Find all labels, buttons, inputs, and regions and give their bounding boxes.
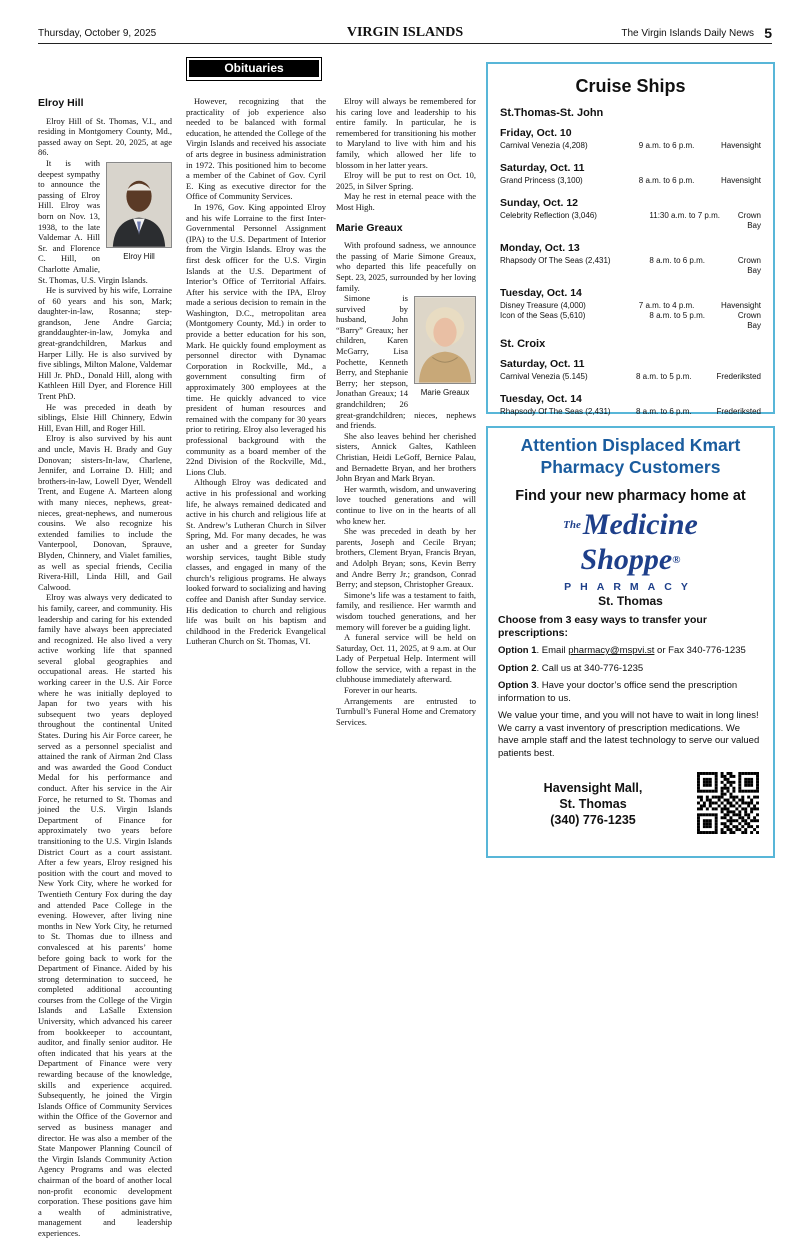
cruise-location: Crown Bay bbox=[737, 211, 761, 230]
logo-pharmacy: PHARMACY bbox=[564, 581, 697, 593]
logo-registered: ® bbox=[672, 554, 681, 566]
column-1 bbox=[38, 96, 172, 1239]
option-3-text: . Have your doctor’s office send the prescription information to us. bbox=[498, 680, 738, 704]
cruise-row bbox=[500, 301, 761, 311]
cruise-row bbox=[500, 256, 761, 276]
ad-location: St. Thomas bbox=[598, 594, 663, 608]
cruise-time: 7 a.m. to 4 p.m. bbox=[638, 301, 695, 310]
logo-the: The bbox=[563, 519, 581, 531]
cruise-row bbox=[500, 141, 761, 151]
cruise-time: 8 a.m. to 6 p.m. bbox=[636, 407, 692, 416]
obit-paragraph: Elroy will always be remembered for his caring love and leadership to his entire family. In particular, he is remembered for transitioning his mother to Maryland to live with him and his family, which allowed her life to blossom in her latter years. bbox=[336, 96, 476, 170]
cruise-row bbox=[500, 211, 761, 231]
page-number: 5 bbox=[764, 25, 772, 41]
obit-paragraph: Simone is survived by husband, John “Barry” Greaux; her children, Karen McGarry, Lisa Pochette, Kenneth Berry, and Stephanie Berry; her stepson, Jonathan Greaux; 14 grandchildren; 26 great-grandchildren; nieces, nephews and friends. bbox=[336, 293, 476, 431]
cruise-entry-tuesday bbox=[500, 287, 761, 331]
obit-paragraph: It is with deepest sympathy to announce the passing of Elroy Hill. Elroy was born on Nov. 13, 1938, to the late Valdemar A. Hill Sr. and Florence C. Hill, on Charlotte Amalie, St. Thomas, U.S. Virgin Islands. bbox=[38, 157, 148, 285]
port-st-croix: St. Croix bbox=[500, 338, 546, 350]
address-phone: (340) 776-1235 bbox=[550, 813, 636, 827]
obit-paragraph: She also leaves behind her cherished sisters, Annick Galtes, Kathleen Christian, Heidi LeGoff, Bernice Palau, and Bernadette Bryan, and her brothers John Bryan and Mark Bryan. bbox=[336, 430, 476, 484]
page-header bbox=[38, 25, 772, 44]
option-1-post: or Fax 340-776-1235 bbox=[654, 645, 746, 656]
cruise-location: Havensight bbox=[720, 176, 761, 185]
obit-paragraph: However, recognizing that the practicality of job experience also needed to be balanced with formal education, he attended the College of the Virgin Islands and received his associate of arts degree in business administration in 1972. This positioned him to become a member of the Cabinet of Gov. Cyril E. King as executive director for the Office of Community Services. bbox=[186, 96, 326, 202]
ad-option-2 bbox=[498, 663, 763, 676]
port-st-thomas: St.Thomas-St. John bbox=[500, 107, 604, 119]
obit-paragraph: She was preceded in death by her parents, Joseph and Cecile Bryan; brothers, Clement Bryan, Francis Bryan, and Adolph Bryan; sons, Kevin Berry and Andre Berry Jr.; grandson, Conrad Berry; and stepson, Christopher Greaux. bbox=[336, 526, 476, 590]
obit-paragraph: May he rest in eternal peace with the Most High. bbox=[336, 191, 476, 212]
obit-paragraph: Elroy Hill of St. Thomas, V.I., and residing in Montgomery County, Md., passed away on Sept. 20, 2025, at age 86. bbox=[38, 115, 172, 158]
portrait-elroy-image bbox=[106, 162, 172, 248]
issue-date: Thursday, October 9, 2025 bbox=[38, 28, 157, 39]
cruise-row bbox=[500, 372, 761, 382]
cruise-time: 9 a.m. to 6 p.m. bbox=[638, 141, 695, 150]
cruise-entry bbox=[500, 358, 761, 382]
obit-paragraph: Although Elroy was dedicated and active in his professional and working life, he always remained dedicated and active in his church and religious life at St. Andrew’s Lutheran Church in Silver Spring, Md. For many decades, he was an usher and a greeter for Sunday worship services, taught Bible study classes, and engaged in many of the church’s religious programs. He always looked forward to socializing and having coffee and Danish after Sunday service. His dedication to church and religious life was built on his baptism and childhood in the Frederick Evangelical Lutheran Church on St. Thomas, VI. bbox=[186, 477, 326, 647]
obituaries-banner bbox=[186, 57, 322, 81]
cruise-entry bbox=[500, 393, 761, 417]
cruise-day: Saturday, Oct. 11 bbox=[500, 162, 585, 174]
obit-paragraph: He was preceded in death by siblings, Elsie Hill Chinnery, Edwin Hill, Evan Hill, and Roger Hill. bbox=[38, 401, 172, 433]
cruise-day: Sunday, Oct. 12 bbox=[500, 197, 578, 209]
pharmacy-email-link[interactable]: pharmacy@mspvi.st bbox=[568, 645, 655, 656]
cruise-ship: Celebrity Reflection (3,046) bbox=[500, 211, 597, 220]
obituaries-banner-label: Obituaries bbox=[189, 60, 319, 77]
ad-headline-line2: Pharmacy Customers bbox=[540, 457, 721, 477]
cruise-day: Tuesday, Oct. 14 bbox=[500, 287, 582, 299]
cruise-ship: Carnival Venezia (4,208) bbox=[500, 141, 588, 150]
address-line2: St. Thomas bbox=[559, 797, 627, 811]
option-1-pre: . Email bbox=[536, 645, 569, 656]
logo-medicine: Medicine bbox=[582, 508, 698, 541]
photo-marie bbox=[414, 296, 476, 398]
paper-name: The Virgin Islands Daily News bbox=[621, 28, 754, 39]
cruise-day: Saturday, Oct. 11 bbox=[500, 358, 585, 370]
cruise-ship: Rhapsody Of The Seas (2,431) bbox=[500, 256, 611, 265]
cruise-ship: Icon of the Seas (5,610) bbox=[500, 311, 586, 320]
pharmacy-ad bbox=[486, 426, 775, 858]
obit-paragraph: Forever in our hearts. bbox=[344, 685, 418, 696]
ad-value-text: We value your time, and you will not have to wait in long lines! We carry a vast inventory of prescription medications. We have ample staff and the latest technology to serve our valued patients best. bbox=[498, 710, 760, 759]
portrait-marie-image bbox=[414, 296, 476, 384]
cruise-ship: Carnival Venezia (5.145) bbox=[500, 372, 588, 381]
cruise-time: 8 a.m. to 6 p.m. bbox=[638, 176, 695, 185]
obit-paragraph: Arrangements are entrusted to Turnbull’s Funeral Home and Crematory Services. bbox=[336, 695, 476, 727]
ad-choose: Choose from 3 easy ways to transfer your prescriptions: bbox=[498, 614, 707, 639]
cruise-time: 8 a.m. to 6 p.m. bbox=[649, 256, 705, 265]
cruise-title: Cruise Ships bbox=[575, 76, 686, 96]
option-2-label: Option 2 bbox=[498, 662, 537, 674]
cruise-location: Havensight bbox=[720, 141, 761, 150]
cruise-location: Frederiksted bbox=[716, 372, 761, 381]
column-3 bbox=[336, 96, 476, 866]
cruise-ship: Disney Treasure (4,000) bbox=[500, 301, 586, 310]
ad-body bbox=[498, 614, 763, 760]
cruise-location: Crown Bay bbox=[737, 311, 761, 330]
address-line1: Havensight Mall, bbox=[543, 781, 643, 795]
photo-caption-elroy: Elroy Hill bbox=[123, 251, 155, 261]
cruise-ships-box bbox=[486, 62, 775, 414]
obit-paragraph: A funeral service will be held on Saturday, Oct. 11, 2025, at 9 a.m. at Our Lady of Perpetual Help. Interment will follow the service, with a repast in the clubhouse immediately afterward. bbox=[336, 632, 476, 685]
obit-paragraph: Simone’s life was a testament to faith, family, and resilience. Her warmth and wisdom touched generations, and her memory will forever be a guiding light. bbox=[336, 589, 476, 632]
cruise-row bbox=[500, 311, 761, 331]
option-3-label: Option 3 bbox=[498, 680, 537, 691]
section-title: VIRGIN ISLANDS bbox=[346, 25, 464, 40]
cruise-location: Frederiksted bbox=[716, 407, 761, 416]
ad-option-3 bbox=[498, 680, 763, 705]
obit-paragraph: With profound sadness, we announce the passing of Marie Simone Greaux, who departed this life peacefully on Sept. 23, 2025, surrounded by her loving family. bbox=[336, 240, 476, 293]
option-1-label: Option 1 bbox=[498, 645, 537, 656]
ad-footer bbox=[498, 772, 763, 842]
cruise-entry bbox=[500, 242, 761, 276]
obit-paragraph: In 1976, Gov. King appointed Elroy and his wife Lorraine to the first Inter-Governmental Personnel Assignment (IPA) to the U.S. Department of Interior from the Virgin Islands. Elroy was the first desk officer for the U.S. Virgin Islands at the U.S. Department of Interior’s Office of Territorial Affairs. After his service with the IPA, Elroy made a serious decision to remain in the Washington, D.C., metropolitan area (Montgomery County, Md.) in order to provide a better education for his son, Mark. He quickly found employment as personnel director with Dynamac Corporation in Rockville, Md., a government consulting firm of approximately 300 employees at the time. He quickly advanced to vice president of human resources and remained with the company for 30 years prior to retiring. Elroy also leveraged his professional background with the community as a board member of the 22nd Division of the Rockville, Md., Lions Club. bbox=[186, 201, 326, 477]
cruise-day: Tuesday, Oct. 14 bbox=[500, 393, 582, 405]
column-2 bbox=[186, 96, 326, 866]
cruise-row bbox=[500, 407, 761, 417]
cruise-location: Havensight bbox=[720, 301, 761, 310]
cruise-time: 8 a.m. to 5 p.m. bbox=[649, 311, 705, 320]
cruise-ship: Grand Princess (3,100) bbox=[500, 176, 583, 185]
ad-find-text: Find your new pharmacy home at bbox=[515, 488, 746, 504]
cruise-day: Monday, Oct. 13 bbox=[500, 242, 580, 254]
obit-paragraph: Elroy will be put to rest on Oct. 10, 2025, in Silver Spring. bbox=[336, 170, 476, 191]
cruise-ship: Rhapsody Of The Seas (2,431) bbox=[500, 407, 611, 416]
photo-caption-marie: Marie Greaux bbox=[420, 387, 470, 397]
logo-shoppe: Shoppe bbox=[580, 543, 673, 576]
medicine-shoppe-logo bbox=[498, 510, 763, 594]
obit-paragraph: Elroy is also survived by his aunt and uncle, Mavis H. Brady and Guy Donovan; sisters-In-law, Charlene, Jennifer, and Lorraine D. Hill; and brothers-in-law, Lowell Dyer, Wendell Trent, and Eugene A. Marteen along with many nieces, nephews, great-nieces, great-nephews, and numerous cousins. We also recognize his extended families to include the Vanterpool, Donovan, Sprauve, Blyden, Chinnery, and Vialet families, as well as special friends, Cecilia Rivera-Hill, Linda Hill, and Gail Calwood. bbox=[38, 433, 172, 592]
photo-elroy bbox=[106, 162, 172, 262]
obit-paragraph: Elroy was always very dedicated to his family, career, and community. His leadership and caring for his extended family have always been appreciated and recognized. He also lived a very active working life that spanned several global geographies and occupational areas. He started his working career in the U.S. Air Force where he was initially deployed to Japan for two years with his subsequent two years deployed throughout the continental United States. During his Air Force career, he served as a personnel specialist and attained the rank of Airman 2nd Class and was awarded the Good Conduct Medal for his performance and conduct. After his service in the Air Force, he returned to St. Thomas and joined the U.S. Virgin Islands Department of Finance for approximately two years before transitioning to the U.S. Virgin Islands District Court as a court assistant. After a few years, Elroy resigned his position with the court and moved to New York City, where he worked for Twentieth Century Fox during the day and attended Pace College in the evening. However, after living nine months in New York City, he returned to St. Thomas due to illness and convalesced at his parents’ home before going back to work for the Department of Finance. Aided by his strong determination to succeed, he completed additional accounting courses from the College of the Virgin Islands and LaSalle Extension University, which advanced his career from bookkeeper to accountant, auditor, and finally senior auditor. He often indicated that his years at the Department of Finance were very rewarding because of the knowledge, skills and experience acquired. Subsequently, he joined the Virgin Islands Office of Community Services within the Office of the Governor and served as business manager and director. He was also a member of the State Manpower Planning Council of the Virgin Islands Community Action Agency Programs and was elected chairman of the board of another local non-profit economic development corporation. These positions gave him a wealth of administrative, management and leadership experiences. bbox=[38, 592, 172, 1238]
ad-headline-line1: Attention Displaced Kmart bbox=[520, 435, 741, 455]
cruise-entry bbox=[500, 162, 761, 186]
obit-title-marie: Marie Greaux bbox=[336, 221, 403, 234]
ad-address bbox=[498, 780, 688, 828]
cruise-location: Crown Bay bbox=[737, 256, 761, 275]
cruise-time: 8 a.m. to 5 p.m. bbox=[636, 372, 692, 381]
qr-code-icon[interactable] bbox=[697, 772, 759, 834]
obit-paragraph: Her warmth, wisdom, and unwavering love touched generations and will continue to live on in the hearts of all who knew her. bbox=[336, 483, 476, 526]
cruise-day: Friday, Oct. 10 bbox=[500, 127, 572, 139]
cruise-entry bbox=[500, 197, 761, 231]
cruise-row bbox=[500, 176, 761, 186]
cruise-entry bbox=[500, 127, 761, 151]
ad-headline bbox=[498, 434, 763, 478]
ad-option-1 bbox=[498, 645, 763, 658]
cruise-time: 11:30 a.m. to 7 p.m. bbox=[649, 211, 720, 220]
option-2-text: . Call us at 340-776-1235 bbox=[536, 662, 644, 674]
obit-paragraph: He is survived by his wife, Lorraine of 60 years and his son, Mark; daughter-in-law, Rosanna; step-grandson, Jene Andre Garcia; granddaughter-in-law, Jomyka and great-grandchildren, Markus and Harper Lilly. He is also survived by five siblings, Milton Malone, Valdemar Hill Jr. PhD., Donald Hill, along with Kathleen Hill Dyer, and Florence Hill Trent PhD. bbox=[38, 285, 172, 402]
obit-title-elroy: Elroy Hill bbox=[38, 97, 84, 109]
